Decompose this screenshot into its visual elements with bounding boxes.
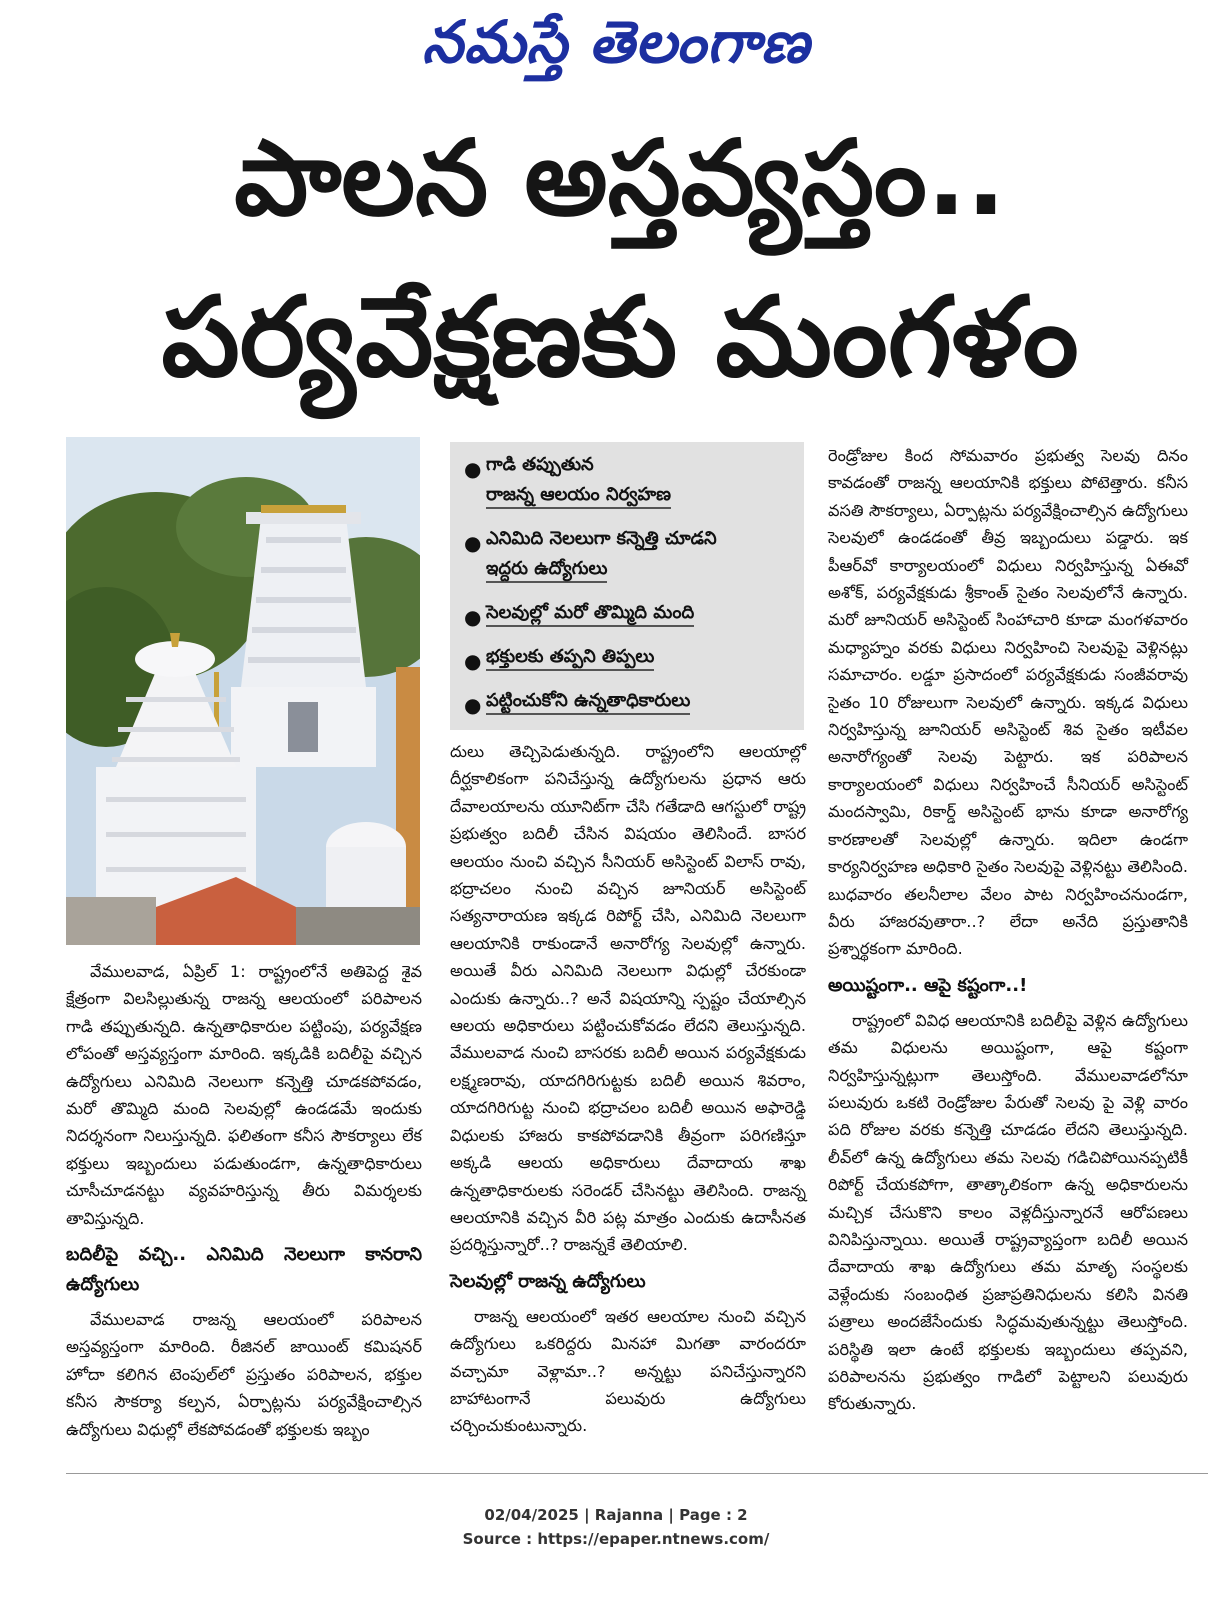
highlight-text: ఎనిమిది నెలలుగా కన్నెత్తి చూడని <box>486 528 717 549</box>
article-column-3 <box>828 442 1188 1418</box>
headline-line-1: పాలన అస్తవ్యస్తం.. <box>234 117 1006 239</box>
temple-photo <box>66 437 420 945</box>
bullet-dot-icon: ● <box>464 605 482 629</box>
highlights-box <box>450 442 804 730</box>
footer-divider <box>66 1473 1208 1474</box>
subheading: బదిలీపై వచ్చి.. ఎనిమిది నెలలుగా కానరాని ఉద్యోగులు <box>66 1244 422 1296</box>
article-column-1 <box>66 958 422 1443</box>
highlight-item <box>450 516 804 590</box>
masthead-logo: నమస్తే తెలంగాణ <box>422 8 810 76</box>
paragraph: రెండ్రోజుల కింద సోమవారం ప్రభుత్వ సెలవు దినం కావడంతో రాజన్న ఆలయానికి భక్తులు పోటెత్తారు. కనీస వసతి సౌకర్యాలు, ఏర్పాట్లను పర్యవేక్షించాల్సిన ఉద్యోగులు సెలవులో ఉండడంతో తీవ్ర ఇబ్బందులు పడ్డారు. ఇక పీఆర్‌వో కార్యాలయంలో విధులు నిర్వహిస్తున్న ఏఈవో అశోక్, పర్యవేక్షకుడు శ్రీకాంత్ సైతం సెలవులోనే ఉన్నారు. మరో జూనియర్ అసిస్టెంట్ సింహాచారి కూడా మంగళవారం మధ్యాహ్నం వరకు విధులు నిర్వహించి సెలవుపై వెళ్లినట్లు సమాచారం. లడ్డూ ప్రసాదంలో పర్యవేక్షకుడు సంజీవరావు సైతం 10 రోజులుగా సెలవులో ఉన్నారు. ఇక్కడ విధులు నిర్వహిస్తున్న జూనియర్ అసిస్టెంట్ శివ సైతం ఇటీవల అనారోగ్యంతో సెలవు పెట్టారు. ఇక పరిపాలన కార్యాలయంలో విధులు నిర్వహించే సీనియర్ అసిస్టెంట్ మందస్వామి, రికార్డ్ అసిస్టెంట్ భాను కూడా అనారోగ్య కారణాలతో సెలవుల్లో ఉన్నారు. ఇదిలా ఉండగా కార్యనిర్వహణ అధికారి సైతం సెలవుపై వెళ్లినట్టు తెలిసింది. బుధవారం తలనీలాల వేలం పాట నిర్వహించనుండగా, వీరు హాజరవుతారా..? లేదా అనేది ప్రస్తుతానికి ప్రశ్నార్థకంగా మారింది. <box>828 446 1188 959</box>
highlight-text: ఇద్దరు ఉద్యోగులు <box>486 558 607 583</box>
highlight-item <box>450 634 804 678</box>
bullet-dot-icon: ● <box>464 649 482 673</box>
bullet-dot-icon: ● <box>464 457 482 481</box>
highlight-item <box>450 442 804 516</box>
footer-source: Source : https://epaper.ntnews.com/ <box>462 1530 770 1548</box>
highlight-text: గాడి తప్పుతున <box>486 454 594 475</box>
highlight-text: రాజన్న ఆలయం నిర్వహణ <box>486 484 671 509</box>
footer-date-edition: 02/04/2025 | Rajanna | Page : 2 <box>484 1506 748 1524</box>
headline-line-2: పర్యవేక్షణకు మంగళం <box>161 273 1079 401</box>
highlight-item <box>450 678 804 722</box>
article-column-2 <box>450 738 806 1440</box>
bullet-dot-icon: ● <box>464 531 482 555</box>
subheading: అయిష్టంగా.. ఆపై కష్టంగా..! <box>828 974 1028 996</box>
highlight-text: భక్తులకు తప్పని తిప్పలు <box>486 646 654 671</box>
paragraph: దులు తెచ్చిపెడుతున్నది. రాష్ట్రంలోని ఆలయాల్లో దీర్ఘకాలికంగా పనిచేస్తున్న ఉద్యోగులను ప్రధాన ఆరు దేవాలయాలను యూనిట్‌గా చేసి గతేడాది ఆగస్టులో రాష్ట్ర ప్రభుత్వం బదిలీ చేసిన విషయం తెలిసిందే. బాసర ఆలయం నుంచి వచ్చిన సీనియర్ అసిస్టెంట్ విలాస్ రావు, భద్రాచలం నుంచి వచ్చిన జూనియర్ అసిస్టెంట్ సత్యనారాయణ ఇక్కడ రిపోర్ట్ చేసి, ఎనిమిది నెలలుగా ఆలయానికి రాకుండానే అనారోగ్య సెలవుల్లో ఉన్నారు. అయితే వీరు ఎనిమిది నెలలుగా విధుల్లో చేరకుండా ఎందుకు ఉన్నారు..? అనే విషయాన్ని స్పష్టం చేయాల్సిన ఆలయ అధికారులు పట్టించుకోవడం లేదని తెలుస్తున్నది. వేములవాడ నుంచి బాసరకు బదిలీ అయిన పర్యవేక్షకుడు లక్ష్మణరావు, యాదగిరిగుట్టకు బదిలీ అయిన శివరాం, యాదగిరిగుట్ట నుంచి భద్రాచలం బదిలీ అయిన అఫారెడ్డి విధులకు హాజరు కాకపోవడానికి తీవ్రంగా పరిగణిస్తూ అక్కడి ఆలయ అధికారులు దేవాదాయ శాఖ ఉన్నతాధికారులకు సరెండర్ చేసినట్టు తెలిసింది. రాజన్న ఆలయానికి వచ్చిన వీరి పట్ల మాత్రం ఎందుకు ఉదాసీనత ప్రదర్శిస్తున్నారో..? రాజన్నకే తెలియాలి. <box>450 742 806 1255</box>
paragraph: రాష్ట్రంలో వివిధ ఆలయానికి బదిలీపై వెళ్లిన ఉద్యోగులు తమ విధులను అయిష్టంగా, ఆపై కష్టంగా నిర్వహిస్తున్నట్లుగా తెలుస్తోంది. వేములవాడలోనూ పలువురు ఒకటి రెండ్రోజుల పేరుతో సెలవు పై వెళ్లి వారం పది రోజుల వరకు కన్నెత్తి చూడడం లేదని తెలుస్తున్నది. లీవ్‌లో ఉన్న ఉద్యోగులు తమ సెలవు గడిచిపోయినప్పటికీ రిపోర్ట్ చేయకపోగా, తాత్కాలికంగా ఉన్న అధికారులను మచ్చిక చేసుకొని కాలం వెళ్లదీస్తున్నారనే ఆరోపణలు వినిపిస్తున్నాయి. అయితే రాష్ట్రవ్యాప్తంగా బదిలీ అయిన దేవాదాయ శాఖ ఉద్యోగులు తమ మాతృ సంస్థలకు వెళ్లేందుకు సంబంధిత ప్రజాప్రతినిధులను కలిసి వినతి పత్రాలు అందజేసేందుకు సిద్ధమవుతున్నట్టు తెలుస్తోంది. పరిస్థితి ఇలా ఉంటే భక్తులకు ఇబ్బందులు తప్పవని, పరిపాలనను ప్రభుత్వం గాడిలో పెట్టాలని పలువురు కోరుతున్నారు. <box>828 1010 1188 1414</box>
subheading: సెలవుల్లో రాజన్న ఉద్యోగులు <box>450 1270 646 1292</box>
highlight-text: పట్టించుకోని ఉన్నతాధికారులు <box>486 690 690 715</box>
highlight-text: సెలవుల్లో మరో తొమ్మిది మంది <box>486 602 694 627</box>
paragraph: రాజన్న ఆలయంలో ఇతర ఆలయాల నుంచి వచ్చిన ఉద్యోగులు ఒకరిద్దరు మినహా మిగతా వారందరూ వచ్చామా వెళ్లామా..? అన్నట్టు పనిచేస్తున్నారని బాహాటంగానే పలువురు ఉద్యోగులు చర్చించుకుంటున్నారు. <box>450 1306 806 1436</box>
highlight-item <box>450 590 804 634</box>
paragraph: వేములవాడ, ఏప్రిల్ 1: రాష్ట్రంలోనే అతిపెద్ద శైవ క్షేత్రంగా విలసిల్లుతున్న రాజన్న ఆలయంలో పరిపాలన గాడి తప్పుతున్నది. ఉన్నతాధికారుల పట్టింపు, పర్యవేక్షణ లోపంతో అస్తవ్యస్తంగా మారింది. ఇక్కడికి బదిలీపై వచ్చిన ఉద్యోగులు ఎనిమిది నెలలుగా కన్నెత్తి చూడకపోవడం, మరో తొమ్మిది మంది సెలవుల్లో ఉండడమే ఇందుకు నిదర్శనంగా నిలుస్తున్నది. ఫలితంగా కనీస సౌకర్యాలు లేక భక్తులు ఇబ్బందులు పడుతుండగా, ఉన్నతాధికారులు చూసీచూడనట్టు వ్యవహరిస్తున్న తీరు విమర్శలకు తావిస్తున్నది. <box>66 962 422 1228</box>
paragraph: వేములవాడ రాజన్న ఆలయంలో పరిపాలన అస్తవ్యస్తంగా మారింది. రీజినల్ జాయింట్ కమిషనర్ హోదా కలిగిన టెంపుల్‌లో ప్రస్తుతం పరిపాలన, భక్తుల కనీస సౌకర్యా కల్పన, ఏర్పాట్లను పర్యవేక్షించాల్సిన ఉద్యోగులు విధుల్లో లేకపోవడంతో భక్తులకు ఇబ్బం <box>66 1310 422 1439</box>
bullet-dot-icon: ● <box>464 693 482 717</box>
